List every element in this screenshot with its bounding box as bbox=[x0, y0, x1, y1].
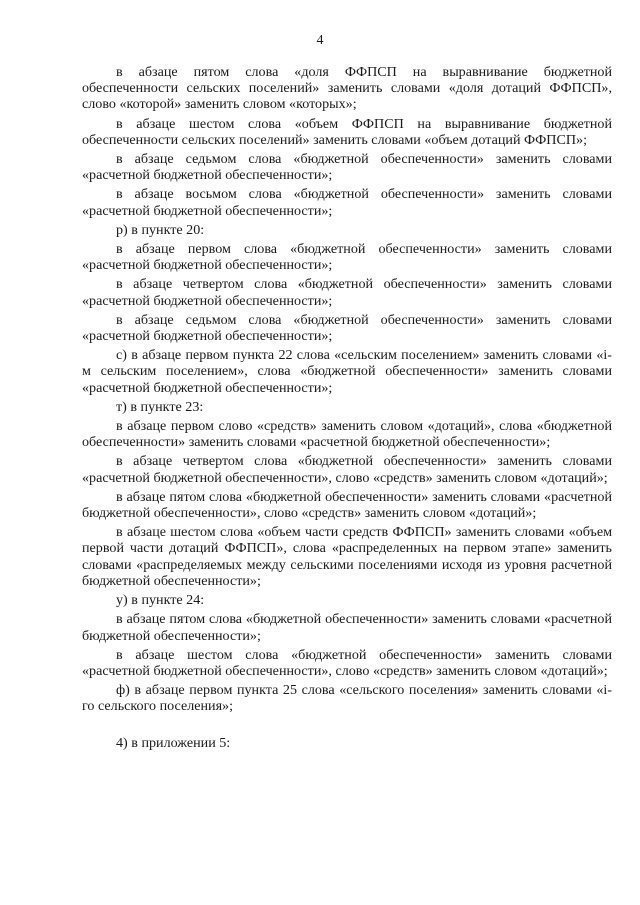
paragraph: в абзаце первом слова «бюджетной обеспеченности» заменить словами «расчетной бюджетной обеспеченности»; bbox=[82, 241, 612, 274]
section-heading: 4) в приложении 5: bbox=[116, 734, 231, 751]
paragraph: в абзаце четвертом слова «бюджетной обеспеченности» заменить словами «расчетной бюджетной обеспеченности», слово «средств» заменить словом «дотаций»; bbox=[82, 453, 612, 486]
list-item-heading: у) в пункте 24: bbox=[116, 592, 205, 609]
paragraph: в абзаце шестом слова «объем части средств ФФПСП» заменить словами «объем первой части дотаций ФФПСП», слова «распределенных на первом этапе» заменить словами «распределяемых между сельскими поселениями исходя из уровня расчетной бюджетной обеспеченности»; bbox=[82, 524, 612, 589]
paragraph: в абзаце шестом слова «объем ФФПСП на выравнивание бюджетной обеспеченности сельских поселений» заменить словами «объем дотаций ФФПСП»; bbox=[82, 115, 612, 148]
paragraph: с) в абзаце первом пункта 22 слова «сельским поселением» заменить словами «i-м сельским поселением», слова «бюджетной обеспеченности» заменить словами «расчетной бюджетной обеспеченности»; bbox=[82, 347, 612, 396]
paragraph: в абзаце пятом слова «доля ФФПСП на выравнивание бюджетной обеспеченности сельских поселений» заменить словами «доля дотаций ФФПСП», слово «которой» заменить словом «которых»; bbox=[82, 64, 612, 113]
list-item-heading: т) в пункте 23: bbox=[116, 398, 204, 415]
paragraph: в абзаце пятом слова «бюджетной обеспеченности» заменить словами «расчетной бюджетной обеспеченности», слово «средств» заменить словом «дотаций»; bbox=[82, 488, 612, 522]
paragraph: в абзаце седьмом слова «бюджетной обеспеченности» заменить словами «расчетной бюджетной обеспеченности»; bbox=[82, 311, 612, 345]
paragraph: в абзаце первом слово «средств» заменить словом «дотаций», слова «бюджетной обеспеченности» заменить словами «расчетной бюджетной обеспеченности»; bbox=[82, 418, 612, 451]
paragraph: в абзаце пятом слова «бюджетной обеспеченности» заменить словами «расчетной бюджетной обеспеченности»; bbox=[82, 611, 612, 644]
paragraph: в абзаце четвертом слова «бюджетной обеспеченности» заменить словами «расчетной бюджетной обеспеченности»; bbox=[82, 276, 612, 309]
paragraph: в абзаце восьмом слова «бюджетной обеспеченности» заменить словами «расчетной бюджетной обеспеченности»; bbox=[82, 186, 612, 219]
page-number: 4 bbox=[316, 33, 324, 48]
paragraph: в абзаце шестом слова «бюджетной обеспеченности» заменить словами «расчетной бюджетной обеспеченности», слово «средств» заменить словом «дотаций»; bbox=[82, 646, 612, 679]
paragraph: в абзаце седьмом слова «бюджетной обеспеченности» заменить словами «расчетной бюджетной обеспеченности»; bbox=[82, 151, 612, 184]
paragraph: ф) в абзаце первом пункта 25 слова «сельского поселения» заменить словами «i-го сельского поселения»; bbox=[82, 682, 612, 715]
list-item-heading: р) в пункте 20: bbox=[116, 221, 205, 238]
document-body bbox=[82, 64, 612, 754]
